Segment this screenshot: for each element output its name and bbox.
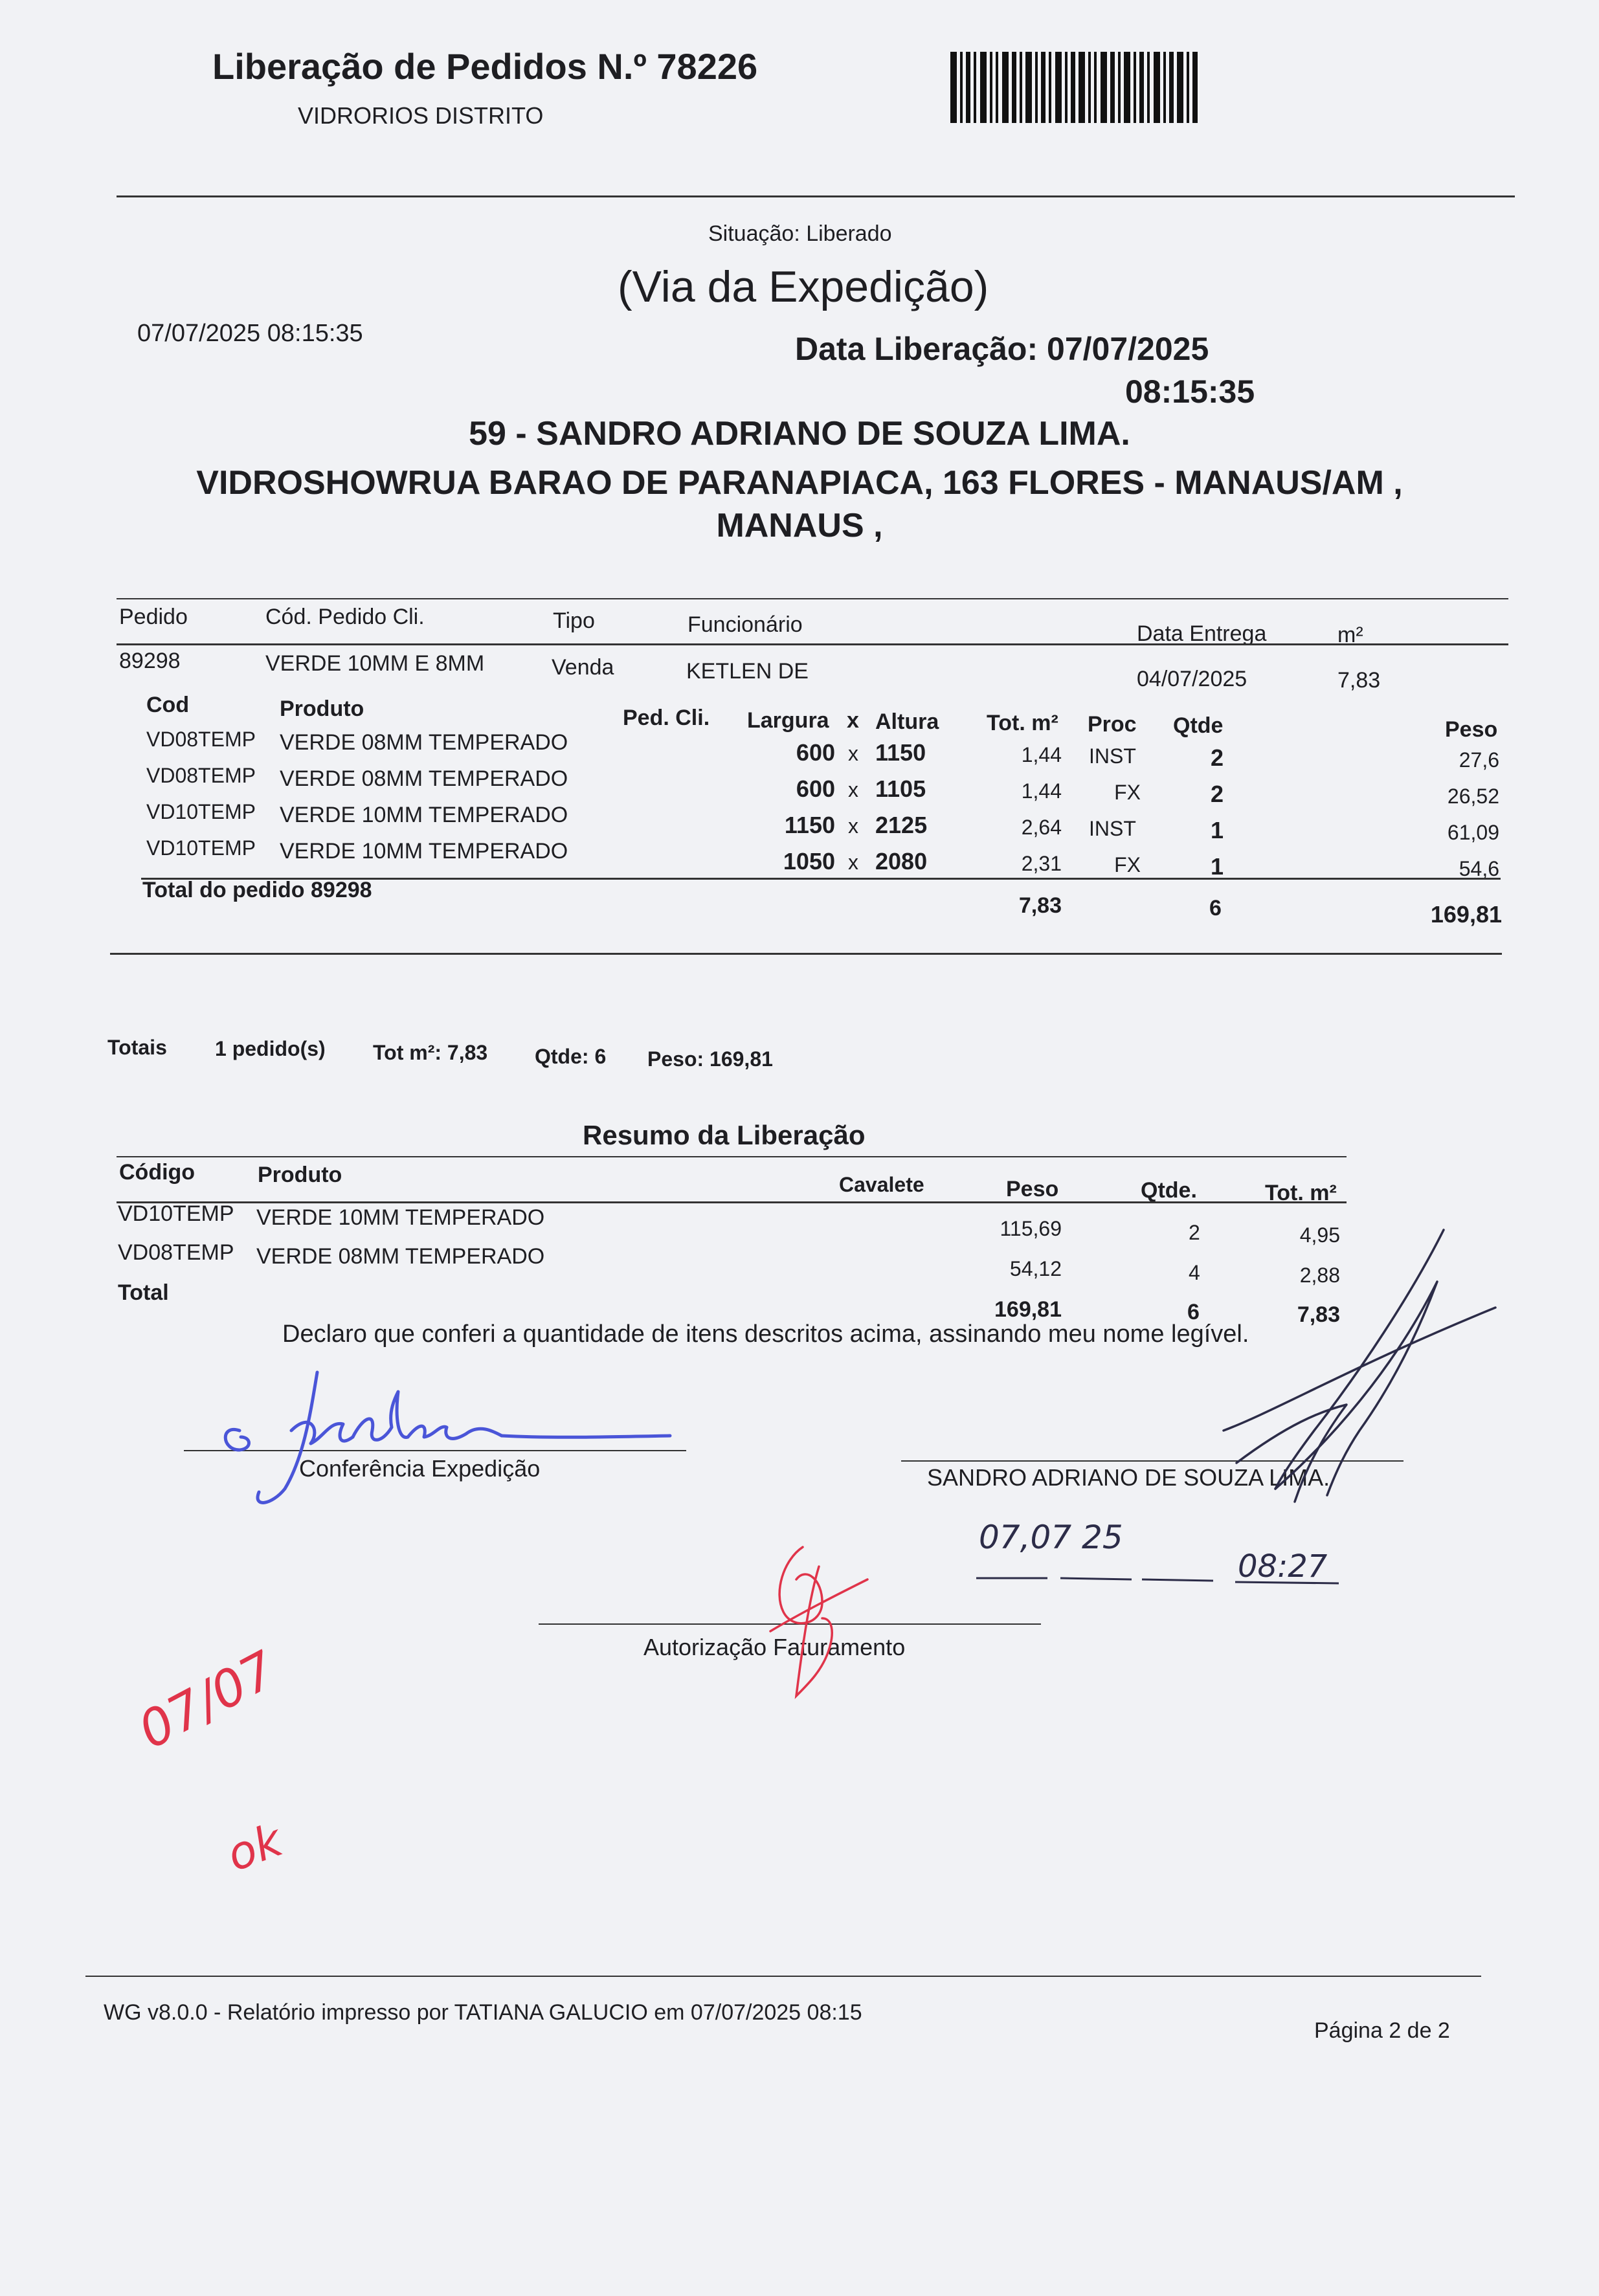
summary-col-tot-m2: Tot. m²	[1265, 1181, 1337, 1205]
summary-col-produto: Produto	[258, 1163, 342, 1187]
printed-datetime: 07/07/2025 08:15:35	[137, 320, 363, 347]
item-x: x	[848, 742, 858, 765]
summary-total-peso: 169,81	[994, 1297, 1062, 1322]
client-city: MANAUS ,	[716, 507, 883, 544]
summary-tot-m2: 2,88	[1299, 1264, 1340, 1287]
document-title: Liberação de Pedidos N.º 78226	[212, 46, 758, 87]
client-signature	[1198, 1217, 1508, 1521]
item-tot-m2: 1,44	[1021, 743, 1062, 766]
item-qtde: 2	[1211, 781, 1224, 807]
item-proc: INST	[1089, 817, 1136, 840]
item-largura: 600	[796, 775, 835, 802]
order-section-divider	[110, 953, 1502, 955]
summary-total-qtde: 6	[1187, 1300, 1200, 1324]
order-cod-pedido-cli: VERDE 10MM E 8MM	[265, 651, 485, 676]
item-proc: FX	[1114, 853, 1141, 876]
summary-col-peso: Peso	[1006, 1177, 1059, 1201]
item-produto: VERDE 08MM TEMPERADO	[280, 766, 568, 791]
order-tipo: Venda	[552, 655, 614, 680]
item-cod: VD10TEMP	[146, 800, 256, 823]
item-altura: 2080	[875, 848, 928, 875]
footer-printed-by: WG v8.0.0 - Relatório impresso por TATIANA GALUCIO em 07/07/2025 08:15	[104, 2000, 862, 2025]
col-peso: Peso	[1445, 717, 1498, 742]
order-header-divider	[117, 643, 1508, 645]
order-total-peso: 169,81	[1430, 901, 1502, 928]
item-altura: 1150	[875, 739, 926, 766]
item-qtde: 1	[1211, 817, 1224, 843]
item-largura: 1050	[783, 848, 835, 875]
item-produto: VERDE 10MM TEMPERADO	[280, 803, 568, 827]
order-funcionario: KETLEN DE	[686, 659, 809, 684]
totals-qtde: Qtde: 6	[535, 1045, 607, 1068]
item-altura: 2125	[875, 812, 928, 838]
client-address: VIDROSHOWRUA BARAO DE PARANAPIACA, 163 FLORES - MANAUS/AM ,	[196, 464, 1403, 502]
summary-qtde: 2	[1189, 1221, 1200, 1244]
autorizacao-label: Autorização Faturamento	[643, 1634, 906, 1660]
col-altura: Altura	[875, 709, 939, 734]
company-name: VIDRORIOS DISTRITO	[298, 102, 544, 129]
conferencia-label: Conferência Expedição	[299, 1455, 541, 1482]
col-largura: Largura	[747, 708, 829, 733]
item-qtde: 2	[1211, 744, 1224, 771]
summary-col-qtde: Qtde.	[1141, 1178, 1197, 1203]
client-name: 59 - SANDRO ADRIANO DE SOUZA LIMA.	[469, 415, 1130, 452]
summary-peso: 54,12	[1009, 1257, 1062, 1280]
summary-produto: VERDE 08MM TEMPERADO	[256, 1244, 545, 1269]
totals-label: Totais	[107, 1036, 167, 1059]
order-pedido: 89298	[119, 649, 181, 673]
col-m2: m²	[1337, 623, 1363, 647]
order-total-m2: 7,83	[1018, 893, 1062, 918]
item-peso: 26,52	[1447, 785, 1499, 808]
item-cod: VD08TEMP	[146, 764, 256, 787]
summary-codigo: VD08TEMP	[118, 1240, 234, 1265]
item-x: x	[848, 851, 858, 874]
order-data-entrega: 04/07/2025	[1137, 667, 1247, 691]
order-total-qtde: 6	[1209, 896, 1222, 920]
client-signature-label: SANDRO ADRIANO DE SOUZA LIMA.	[927, 1464, 1330, 1491]
status-text: Situação: Liberado	[708, 221, 892, 246]
item-tot-m2: 2,31	[1021, 852, 1062, 875]
header-divider	[117, 195, 1515, 197]
summary-qtde: 4	[1189, 1261, 1200, 1284]
col-x: x	[847, 708, 859, 733]
handwritten-date: 07,07 25	[979, 1519, 1123, 1556]
handwritten-date-underline	[976, 1572, 1339, 1591]
item-cod: VD08TEMP	[146, 728, 256, 751]
col-pedido: Pedido	[119, 605, 188, 629]
summary-col-cavalete: Cavalete	[839, 1173, 924, 1196]
item-largura: 600	[796, 739, 835, 766]
summary-col-codigo: Código	[119, 1160, 196, 1185]
item-x: x	[848, 814, 858, 838]
col-proc: Proc	[1088, 712, 1137, 737]
item-altura: 1105	[875, 775, 926, 802]
order-table-top	[117, 598, 1508, 599]
footer-page-number: Página 2 de 2	[1314, 2018, 1450, 2043]
summary-table-top	[117, 1156, 1347, 1157]
item-qtde: 1	[1211, 853, 1224, 880]
col-cod-pedido-cli: Cód. Pedido Cli.	[265, 605, 425, 629]
totals-m2: Tot m²: 7,83	[373, 1041, 488, 1064]
summary-produto: VERDE 10MM TEMPERADO	[256, 1205, 545, 1230]
col-tipo: Tipo	[553, 608, 595, 633]
col-qtde: Qtde	[1173, 713, 1224, 738]
col-funcionario: Funcionário	[688, 612, 803, 637]
red-initial-signature	[757, 1541, 874, 1709]
item-proc: FX	[1114, 781, 1141, 804]
via-title: (Via da Expedição)	[618, 262, 989, 311]
red-note-date: 07/07	[129, 1640, 285, 1761]
order-m2: 7,83	[1337, 668, 1381, 693]
red-note-ok: ok	[220, 1813, 289, 1882]
col-cod: Cod	[146, 693, 190, 717]
item-peso: 27,6	[1459, 748, 1499, 772]
item-x: x	[848, 778, 858, 801]
release-date: Data Liberação: 07/07/2025	[795, 331, 1209, 367]
item-tot-m2: 1,44	[1021, 779, 1062, 803]
totals-peso: Peso: 169,81	[647, 1047, 773, 1071]
barcode	[950, 52, 1198, 123]
totals-pedidos: 1 pedido(s)	[215, 1037, 326, 1060]
col-ped-cli: Ped. Cli.	[623, 706, 710, 730]
col-produto: Produto	[280, 697, 364, 721]
col-data-entrega: Data Entrega	[1137, 621, 1267, 646]
item-peso: 54,6	[1459, 857, 1499, 880]
summary-tot-m2: 4,95	[1299, 1223, 1340, 1247]
summary-codigo: VD10TEMP	[118, 1201, 234, 1226]
footer-divider	[85, 1976, 1481, 1977]
item-produto: VERDE 08MM TEMPERADO	[280, 730, 568, 755]
summary-header-divider	[117, 1201, 1347, 1203]
item-produto: VERDE 10MM TEMPERADO	[280, 839, 568, 864]
release-time: 08:15:35	[1125, 373, 1255, 410]
summary-total-label: Total	[118, 1280, 169, 1305]
item-peso: 61,09	[1447, 821, 1499, 844]
declaration-text: Declaro que conferi a quantidade de itens descritos acima, assinando meu nome legível.	[282, 1321, 1249, 1348]
order-total-label: Total do pedido 89298	[142, 878, 372, 902]
item-largura: 1150	[784, 812, 835, 838]
summary-peso: 115,69	[1000, 1217, 1062, 1240]
item-cod: VD10TEMP	[146, 836, 256, 860]
summary-total-m2: 7,83	[1297, 1302, 1340, 1327]
handwritten-time: 08:27	[1238, 1548, 1328, 1585]
summary-title: Resumo da Liberação	[583, 1120, 866, 1150]
col-tot-m2: Tot. m²	[987, 711, 1058, 735]
blue-signature	[214, 1359, 680, 1515]
item-proc: INST	[1089, 744, 1136, 768]
item-tot-m2: 2,64	[1021, 816, 1062, 839]
